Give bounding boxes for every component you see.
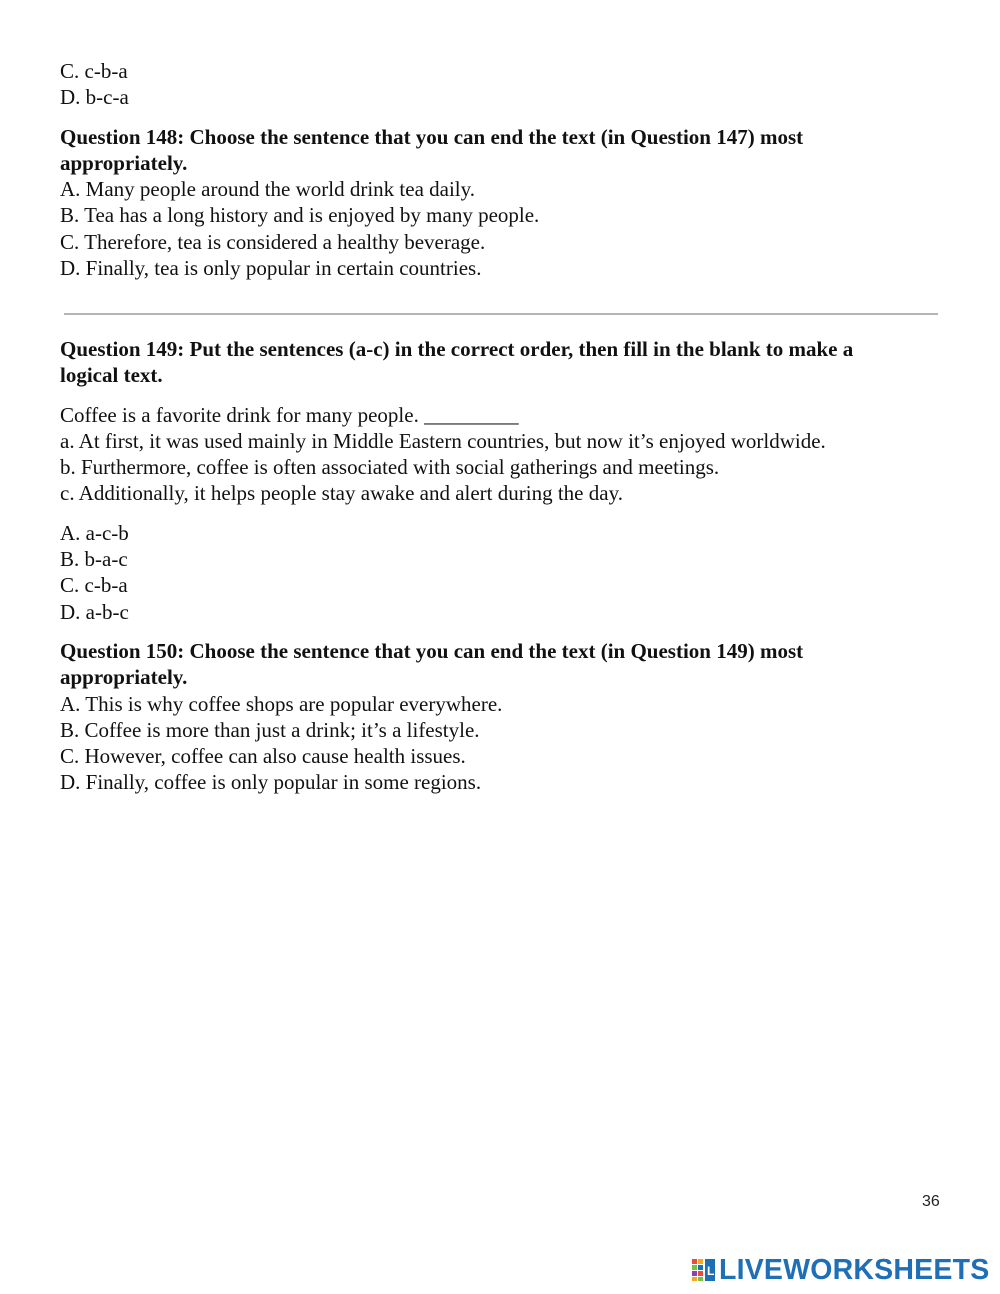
- brand-name: LIVEWORKSHEETS: [719, 1253, 990, 1286]
- section-divider: [64, 313, 938, 315]
- page-number: 36: [922, 1193, 940, 1210]
- q149-lead-sentence: Coffee is a favorite drink for many people. _________: [60, 402, 519, 427]
- q149-option-b: B. b-a-c: [60, 547, 128, 572]
- q150-option-b: B. Coffee is more than just a drink; it’s a lifestyle.: [60, 717, 480, 742]
- q148-option-a: A. Many people around the world drink tea daily.: [60, 177, 476, 202]
- page-bottom-block: [60, 336, 950, 796]
- question-148-title: [60, 124, 950, 177]
- q148-option-c: C. Therefore, tea is considered a healthy beverage.: [60, 229, 486, 254]
- liveworksheets-logo: [692, 1253, 989, 1287]
- q148-option-b: B. Tea has a long history and is enjoyed by many people.: [60, 203, 540, 228]
- q149-sentence-a: a. At first, it was used mainly in Middle Eastern countries, but now it’s enjoyed worldwide.: [60, 428, 826, 453]
- q149-sentence-b: b. Furthermore, coffee is often associated with social gatherings and meetings.: [60, 455, 720, 480]
- question-title-line: Question 148: Choose the sentence that you can end the text (in Question 147) most: [60, 124, 804, 149]
- question-150-title: [60, 638, 950, 691]
- question-title-line: logical text.: [60, 363, 163, 388]
- q148-option-d: D. Finally, tea is only popular in certain countries.: [60, 256, 482, 281]
- question-title-line: Question 149: Put the sentences (a-c) in the correct order, then fill in the blank to make a: [60, 337, 854, 361]
- question-149-title: [60, 336, 950, 389]
- question-title-line: Question 150: Choose the sentence that you can end the text (in Question 149) most: [60, 638, 804, 663]
- q150-option-a: A. This is why coffee shops are popular everywhere.: [60, 691, 503, 716]
- q149-option-c: C. c-b-a: [60, 573, 128, 598]
- question-title-line: appropriately.: [60, 665, 188, 690]
- q149-sentence-c: c. Additionally, it helps people stay awake and alert during the day.: [60, 481, 623, 506]
- liveworksheets-logo-icon: [692, 1258, 716, 1282]
- page-top-block: [60, 58, 950, 281]
- option-c: C. c-b-a: [60, 59, 128, 83]
- svg-text:L: L: [707, 1264, 715, 1278]
- q149-option-a: A. a-c-b: [60, 520, 129, 545]
- q150-option-c: C. However, coffee can also cause health issues.: [60, 744, 466, 769]
- q150-option-d: D. Finally, coffee is only popular in some regions.: [60, 770, 482, 795]
- option-d: D. b-c-a: [60, 85, 129, 110]
- q149-option-d: D. a-b-c: [60, 599, 129, 624]
- question-title-line: appropriately.: [60, 150, 188, 175]
